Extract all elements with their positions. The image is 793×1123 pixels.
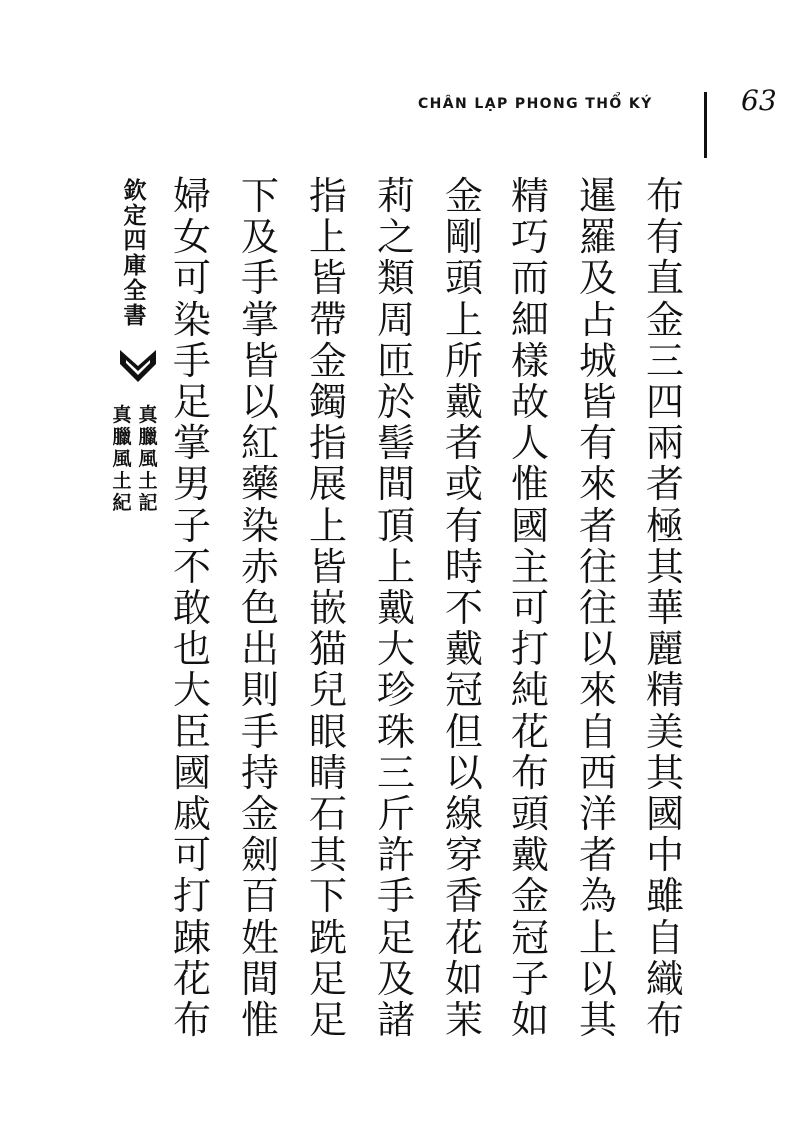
- header-rule: [704, 92, 707, 158]
- page-number: 63: [741, 84, 777, 117]
- text-column-3: 精 巧 而 細 樣 故 人 惟 國 主 可 打 純 花 布 頭 戴 金 冠 子 如: [510, 174, 549, 1043]
- side-label-left: 真 臘 風 土 紀: [112, 404, 132, 514]
- text-column-5: 莉 之 類 周 匝 於 髻 間 頂 上 戴 大 珍 珠 三 斤 許 手 足 及 諸: [376, 174, 415, 1043]
- side-label-right: 真 臘 風 土 記: [138, 404, 158, 514]
- text-column-7: 下 及 手 掌 皆 以 紅 藥 染 赤 色 出 則 手 持 金 劍 百 姓 間 惟: [240, 174, 279, 1043]
- fishtail-mark-icon: [118, 346, 158, 386]
- text-column-1: 布 有 直 金 三 四 兩 者 極 其 華 麗 精 美 其 國 中 雖 自 織 布: [645, 174, 684, 1043]
- side-title: 欽 定 四 庫 全 書: [123, 177, 147, 329]
- running-head: CHÂN LẠP PHONG THỔ KÝ: [418, 96, 653, 112]
- text-column-2: 暹 羅 及 占 城 皆 有 來 者 往 往 以 來 自 西 洋 者 為 上 以 其: [578, 174, 617, 1043]
- text-column-8: 婦 女 可 染 手 足 掌 男 子 不 敢 也 大 臣 國 戚 可 打 踈 花 布: [172, 174, 211, 1043]
- text-column-4: 金 剛 頭 上 所 戴 者 或 有 時 不 戴 冠 但 以 線 穿 香 花 如 茉: [444, 174, 483, 1043]
- text-column-6: 指 上 皆 帶 金 鐲 指 展 上 皆 嵌 猫 兒 眼 睛 石 其 下 跣 足 足: [308, 174, 347, 1043]
